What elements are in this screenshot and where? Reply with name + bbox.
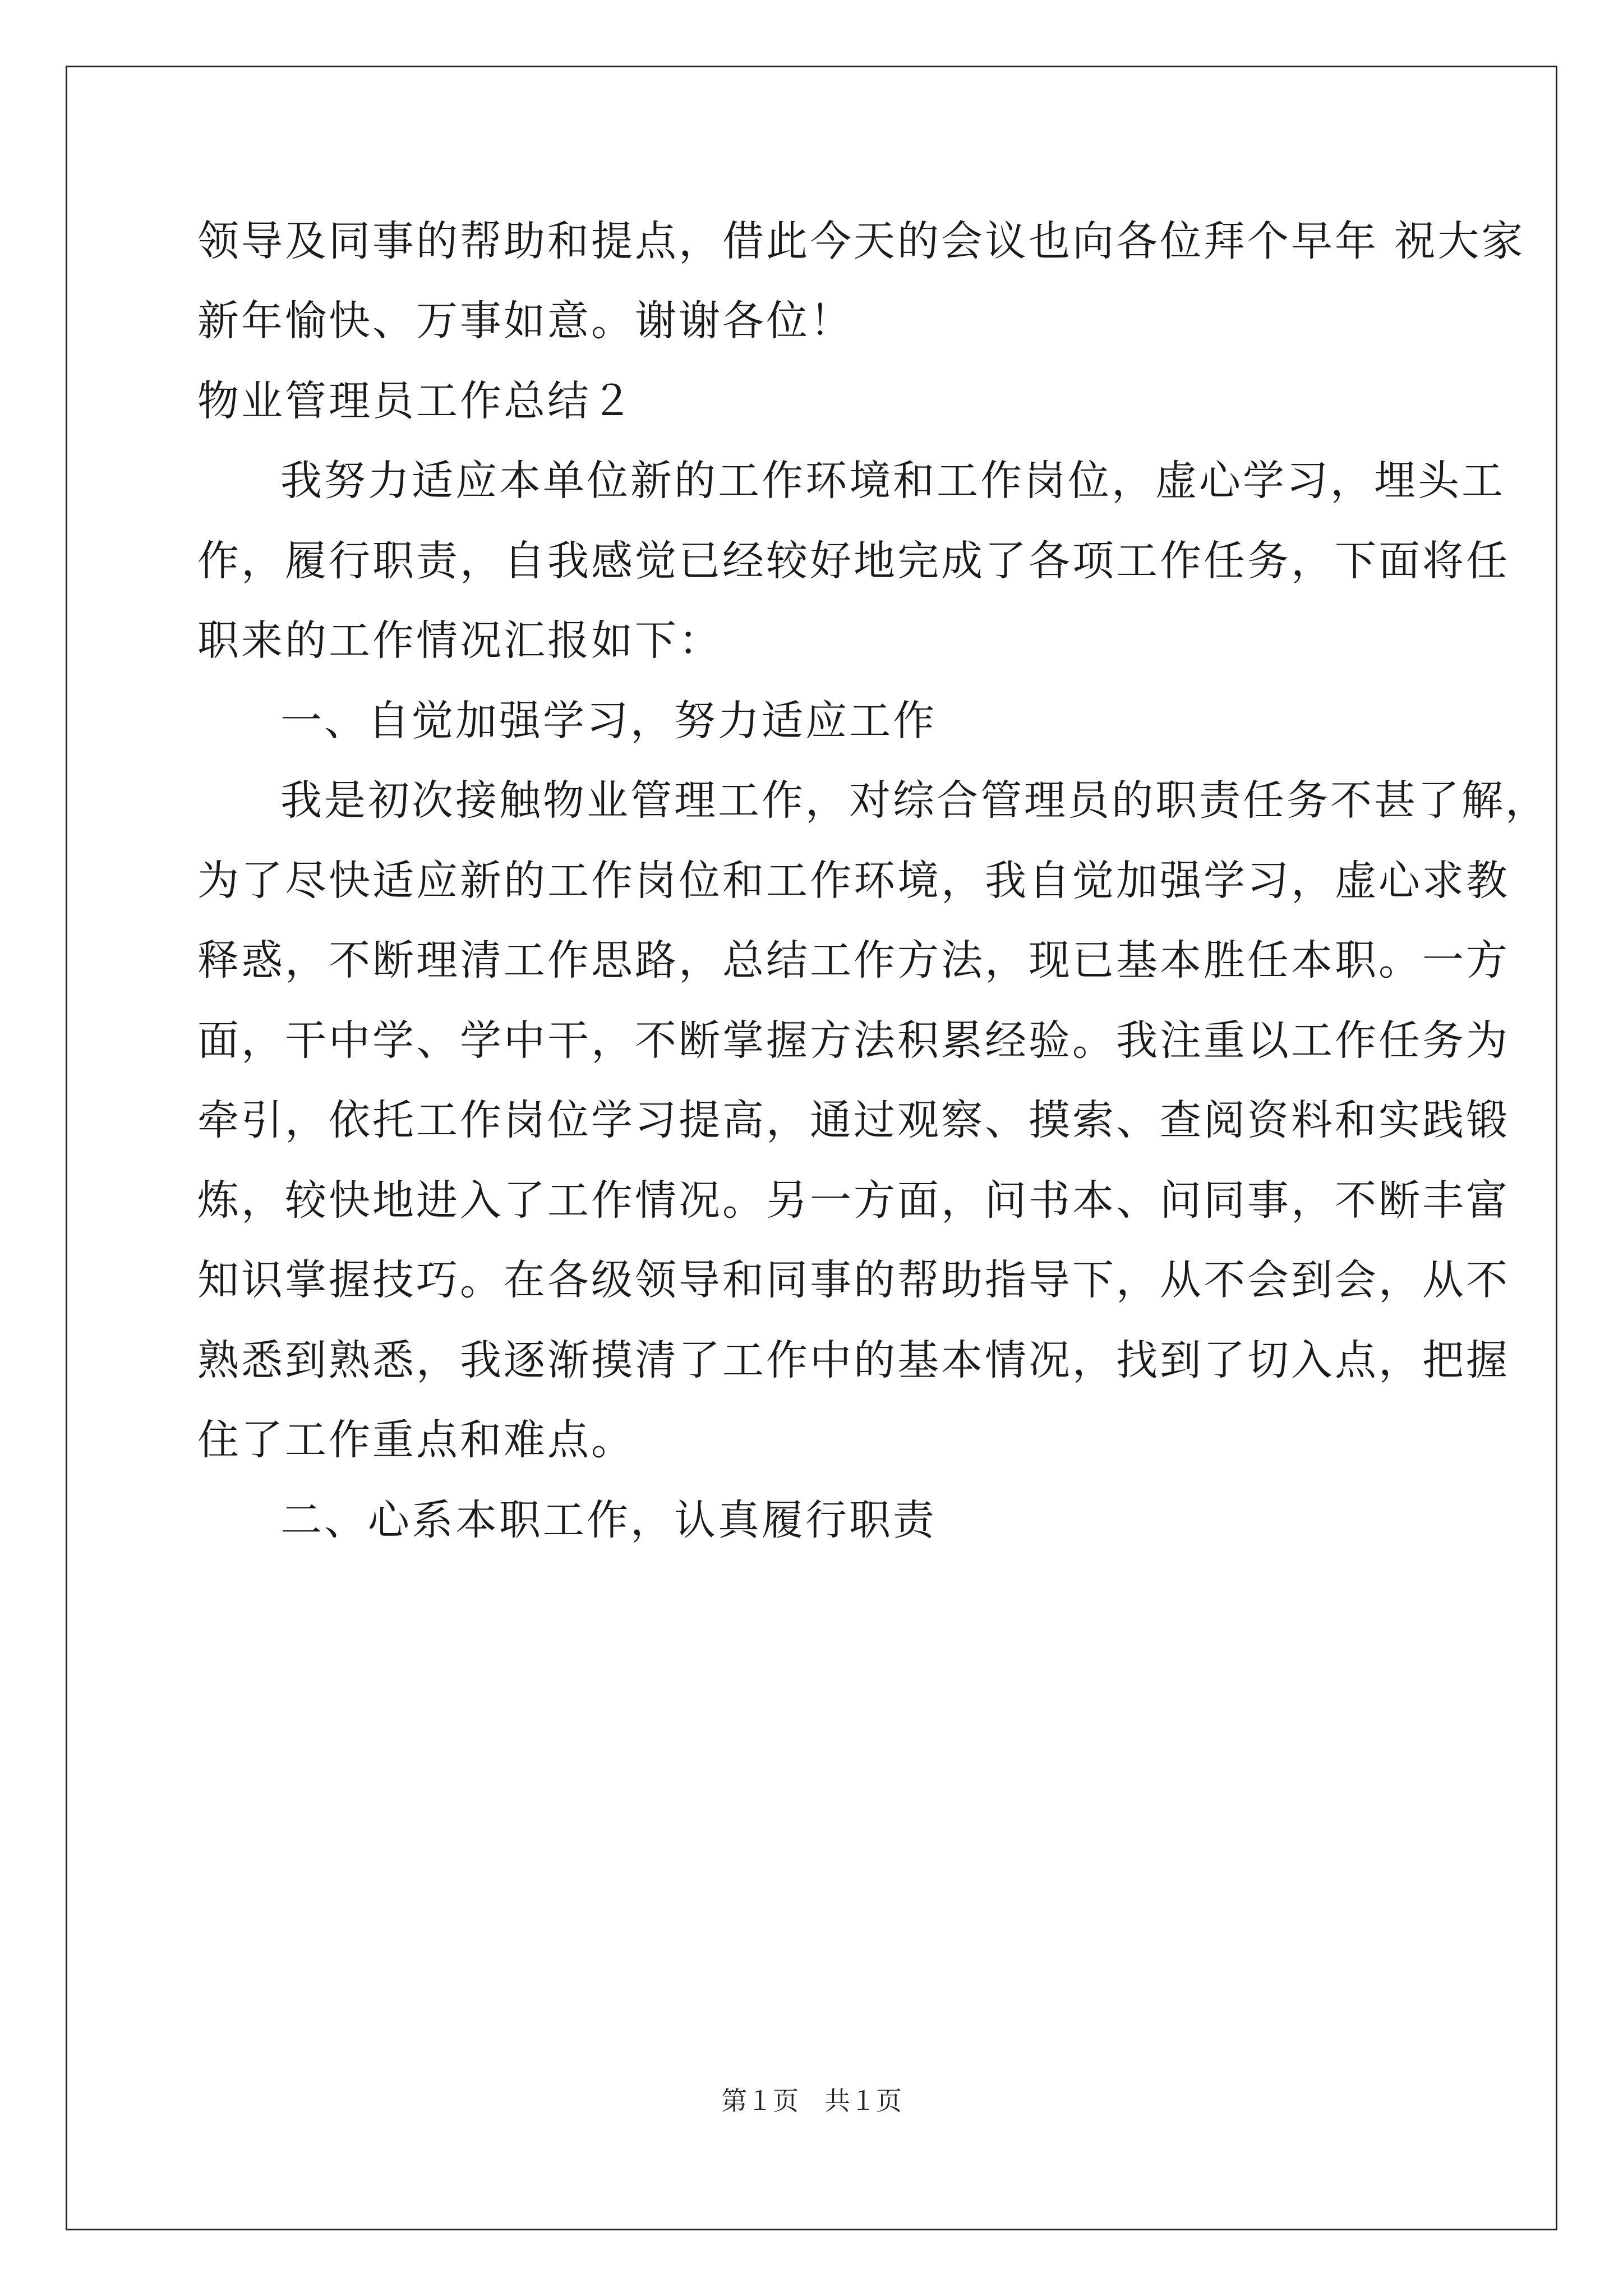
paragraph-line: 作，履行职责，自我感觉已经较好地完成了各项工作任务，下面将任: [197, 537, 1510, 585]
paragraph-line: 我努力适应本单位新的工作环境和工作岗位，虚心学习，埋头工: [280, 457, 1505, 505]
paragraph-line: 为了尽快适应新的工作岗位和工作环境，我自觉加强学习，虚心求教: [197, 857, 1510, 905]
paragraph-line: 知识掌握技巧。在各级领导和同事的帮助指导下，从不会到会，从不: [197, 1256, 1510, 1304]
paragraph-line: 炼，较快地进入了工作情况。另一方面，问书本、问同事，不断丰富: [197, 1176, 1510, 1225]
subheading: 二、心系本职工作，认真履行职责: [280, 1496, 937, 1544]
paragraph-line: 我是初次接触物业管理工作，对综合管理员的职责任务不甚了解，: [280, 776, 1549, 825]
paragraph-line: 面，干中学、学中干，不断掌握方法积累经验。我注重以工作任务为: [197, 1016, 1510, 1065]
paragraph-line: 新年愉快、万事如意。谢谢各位！: [197, 297, 854, 345]
page-footer: 第１页 共１页: [721, 2086, 902, 2116]
paragraph-line: 牵引，依托工作岗位学习提高，通过观察、摸索、查阅资料和实践锻: [197, 1096, 1510, 1144]
paragraph-line: 释惑，不断理清工作思路，总结工作方法，现已基本胜任本职。一方: [197, 936, 1510, 984]
paragraph-line: 熟悉到熟悉，我逐渐摸清了工作中的基本情况，找到了切入点，把握: [197, 1336, 1510, 1384]
subheading: 一、自觉加强学习，努力适应工作: [280, 697, 937, 745]
paragraph-line: 职来的工作情况汇报如下：: [197, 616, 722, 665]
paragraph-line: 领导及同事的帮助和提点，借此今天的会议也向各位拜个早年 祝大家: [197, 217, 1525, 265]
paragraph-line: 住了工作重点和难点。: [197, 1416, 635, 1464]
section-title: 物业管理员工作总结２: [197, 377, 635, 425]
